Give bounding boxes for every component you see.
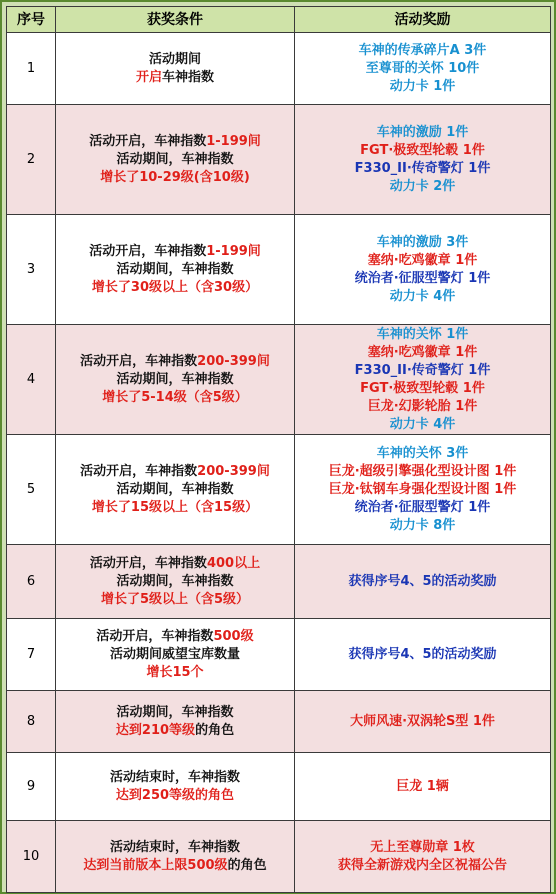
row-reward — [295, 435, 551, 545]
reward-line — [299, 380, 546, 398]
row-reward — [295, 619, 551, 691]
row-index: 6 — [7, 545, 56, 619]
header-reward: 活动奖励 — [295, 7, 551, 33]
row-reward — [295, 821, 551, 893]
row-index: 4 — [7, 325, 56, 435]
row-index: 5 — [7, 435, 56, 545]
reward-text: 动力卡 8件 — [389, 517, 456, 533]
condition-line — [60, 628, 290, 646]
reward-text: 巨龙·幻影轮胎 1件 — [367, 398, 478, 414]
condition-line — [60, 722, 290, 740]
reward-line — [299, 288, 546, 306]
reward-text: FGT·极致型轮毂 1件 — [360, 142, 485, 158]
condition-text: 活动结束时，车神指数 — [109, 839, 240, 855]
condition-line — [60, 769, 290, 787]
rewards-table — [6, 6, 551, 893]
condition-text: 的角色 — [195, 722, 235, 738]
reward-line — [299, 252, 546, 270]
condition-text: 活动期间，车神指数 — [116, 704, 234, 720]
reward-text: 巨龙 1辆 — [396, 778, 449, 794]
condition-text: 活动开启，车神指数 — [89, 555, 207, 571]
condition-text: 400以上 — [206, 555, 261, 571]
condition-text: 活动开启，车神指数 — [80, 463, 198, 479]
reward-line — [299, 60, 546, 78]
condition-line — [60, 857, 290, 875]
reward-line — [299, 463, 546, 481]
header-index: 序号 — [7, 7, 56, 33]
reward-text: 大师风速·双涡轮S型 1件 — [350, 713, 495, 729]
condition-line — [60, 51, 290, 69]
reward-text: F330_II·传奇警灯 1件 — [354, 160, 491, 176]
row-index: 2 — [7, 105, 56, 215]
condition-line — [60, 353, 290, 371]
reward-line — [299, 178, 546, 196]
table-row — [7, 325, 551, 435]
reward-line — [299, 857, 546, 875]
row-reward — [295, 215, 551, 325]
row-reward — [295, 753, 551, 821]
row-condition — [56, 619, 295, 691]
row-condition — [56, 33, 295, 105]
row-index: 10 — [7, 821, 56, 893]
condition-text: 活动结束时，车神指数 — [109, 769, 240, 785]
condition-text: 1-199间 — [206, 133, 261, 149]
table-row — [7, 753, 551, 821]
reward-line — [299, 142, 546, 160]
reward-text: 无上至尊勋章 1枚 — [370, 839, 475, 855]
reward-line — [299, 270, 546, 288]
reward-line — [299, 713, 546, 731]
condition-line — [60, 664, 290, 682]
condition-text: 活动开启，车神指数 — [96, 628, 214, 644]
row-condition — [56, 215, 295, 325]
table-row — [7, 435, 551, 545]
condition-line — [60, 591, 290, 609]
reward-text: F330_II·传奇警灯 1件 — [354, 362, 491, 378]
row-index: 1 — [7, 33, 56, 105]
reward-line — [299, 160, 546, 178]
row-condition — [56, 435, 295, 545]
reward-text: 获得序号4、5的活动奖励 — [348, 573, 497, 589]
condition-line — [60, 463, 290, 481]
table-body — [7, 33, 551, 893]
reward-text: 塞纳·吃鸡徽章 1件 — [367, 344, 478, 360]
condition-text: 达到当前版本上限500级 — [83, 857, 228, 873]
condition-text: 增长了30级以上（含30级） — [91, 279, 259, 295]
reward-text: 动力卡 4件 — [389, 416, 456, 432]
reward-line — [299, 573, 546, 591]
reward-line — [299, 362, 546, 380]
row-reward — [295, 33, 551, 105]
row-reward — [295, 105, 551, 215]
condition-text: 活动期间，车神指数 — [116, 371, 234, 387]
table-row — [7, 821, 551, 893]
condition-line — [60, 646, 290, 664]
reward-line — [299, 778, 546, 796]
reward-line — [299, 42, 546, 60]
table-row — [7, 33, 551, 105]
condition-text: 活动期间威望宝库数量 — [109, 646, 240, 662]
reward-line — [299, 344, 546, 362]
reward-line — [299, 78, 546, 96]
condition-text: 活动开启，车神指数 — [80, 353, 198, 369]
header-condition: 获奖条件 — [56, 7, 295, 33]
condition-text: 1-199间 — [206, 243, 261, 259]
condition-text: 500级 — [213, 628, 254, 644]
row-reward — [295, 691, 551, 753]
condition-text: 活动开启，车神指数 — [89, 243, 207, 259]
condition-line — [60, 839, 290, 857]
reward-line — [299, 481, 546, 499]
reward-text: 塞纳·吃鸡徽章 1件 — [367, 252, 478, 268]
condition-text: 的角色 — [227, 857, 267, 873]
table-row — [7, 105, 551, 215]
reward-line — [299, 839, 546, 857]
row-condition — [56, 545, 295, 619]
reward-text: 巨龙·钛钢车身强化型设计图 1件 — [328, 481, 517, 497]
row-index: 3 — [7, 215, 56, 325]
condition-text: 活动期间，车神指数 — [116, 261, 234, 277]
condition-line — [60, 481, 290, 499]
condition-text: 活动开启，车神指数 — [89, 133, 207, 149]
condition-text: 达到210等级 — [115, 722, 196, 738]
reward-line — [299, 398, 546, 416]
reward-line — [299, 124, 546, 142]
reward-text: 车神的传承碎片A 3件 — [358, 42, 487, 58]
reward-text: 巨龙·超级引擎强化型设计图 1件 — [328, 463, 517, 479]
reward-text: 获得全新游戏内全区祝福公告 — [337, 857, 507, 873]
condition-line — [60, 573, 290, 591]
row-condition — [56, 325, 295, 435]
condition-line — [60, 69, 290, 87]
reward-line — [299, 499, 546, 517]
condition-line — [60, 169, 290, 187]
reward-text: 统治者·征服型警灯 1件 — [354, 499, 491, 515]
condition-text: 增长了15级以上（含15级） — [91, 499, 259, 515]
reward-line — [299, 416, 546, 434]
condition-text: 开启 — [135, 69, 162, 85]
reward-text: 车神的激励 1件 — [376, 124, 469, 140]
reward-text: 动力卡 1件 — [389, 78, 456, 94]
condition-text: 活动期间 — [148, 51, 201, 67]
condition-line — [60, 787, 290, 805]
condition-line — [60, 151, 290, 169]
condition-text: 活动期间，车神指数 — [116, 151, 234, 167]
row-condition — [56, 753, 295, 821]
table-row — [7, 691, 551, 753]
condition-line — [60, 499, 290, 517]
condition-text: 增长了5-14级（含5级） — [102, 389, 248, 405]
condition-text: 活动期间，车神指数 — [116, 481, 234, 497]
condition-text: 增长了5级以上（含5级） — [100, 591, 250, 607]
reward-text: 车神的激励 3件 — [376, 234, 469, 250]
condition-text: 200-399间 — [197, 463, 270, 479]
reward-line — [299, 646, 546, 664]
row-index: 7 — [7, 619, 56, 691]
row-condition — [56, 821, 295, 893]
reward-line — [299, 517, 546, 535]
reward-line — [299, 326, 546, 344]
reward-text: 获得序号4、5的活动奖励 — [348, 646, 497, 662]
reward-text: 车神的关怀 1件 — [376, 326, 469, 342]
reward-text: 车神的关怀 3件 — [376, 445, 469, 461]
condition-line — [60, 371, 290, 389]
table-row — [7, 215, 551, 325]
reward-text: 统治者·征服型警灯 1件 — [354, 270, 491, 286]
row-index: 8 — [7, 691, 56, 753]
reward-text: 动力卡 4件 — [389, 288, 456, 304]
condition-text: 达到250等级的角色 — [115, 787, 235, 803]
reward-text: 至尊哥的关怀 10件 — [365, 60, 480, 76]
reward-line — [299, 234, 546, 252]
condition-line — [60, 704, 290, 722]
condition-text: 车神指数 — [162, 69, 215, 85]
reward-text: 动力卡 2件 — [389, 178, 456, 194]
condition-text: 增长15个 — [146, 664, 204, 680]
condition-text: 200-399间 — [197, 353, 270, 369]
table-row — [7, 619, 551, 691]
condition-line — [60, 243, 290, 261]
condition-line — [60, 389, 290, 407]
row-condition — [56, 691, 295, 753]
header-row — [7, 7, 551, 33]
condition-line — [60, 279, 290, 297]
row-condition — [56, 105, 295, 215]
row-reward — [295, 545, 551, 619]
condition-text: 增长了10-29级(含10级) — [100, 169, 250, 185]
row-index: 9 — [7, 753, 56, 821]
condition-line — [60, 261, 290, 279]
condition-text: 活动期间，车神指数 — [116, 573, 234, 589]
row-reward — [295, 325, 551, 435]
condition-line — [60, 133, 290, 151]
condition-line — [60, 555, 290, 573]
table-row — [7, 545, 551, 619]
reward-line — [299, 445, 546, 463]
reward-text: FGT·极致型轮毂 1件 — [360, 380, 485, 396]
